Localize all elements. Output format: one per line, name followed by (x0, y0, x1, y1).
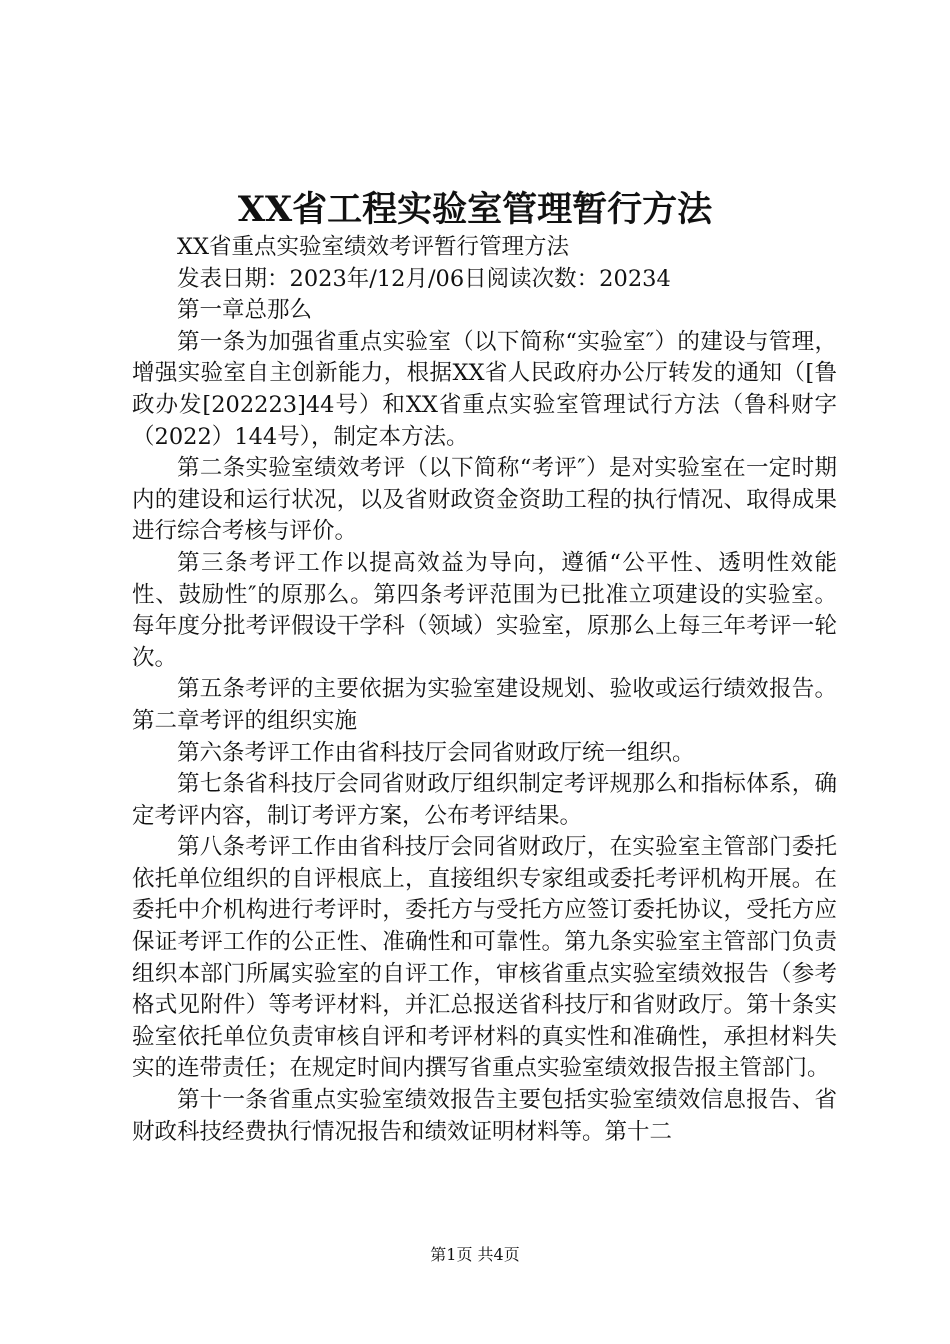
document-title: XX省工程实验室管理暂行方法 (237, 189, 713, 230)
paragraph-subtitle: XX省重点实验室绩效考评暂行管理方法 (177, 234, 570, 260)
paragraph-chapter-heading: 第一章总那么 (177, 297, 313, 324)
paragraph-article-1: 第一条为加强省重点实验室（以下简称“实验室″）的建设与管理，增强实验室自主创新能力，根据XX省人民政府办公厅转发的通知（[鲁政办发[202223]44号）和XX省重点实验室管理试行方法（鲁科财字（2022）144号），制定本方法。 (132, 328, 837, 450)
document-body (132, 232, 837, 1148)
paragraph-article-2: 第二条实验室绩效考评（以下简称“考评″）是对实验室在一定时期内的建设和运行状况，以及省财政资金资助工程的执行情况、取得成果进行综合考核与评价。 (132, 455, 837, 545)
paragraph-article-3-4: 第三条考评工作以提高效益为导向，遵循“公平性、透明性效能性、鼓励性″的原那么。第四条考评范围为已批准立项建设的实验室。每年度分批考评假设干学科（领域）实验室，原那么上每三年考评一轮次。 (132, 549, 837, 671)
paragraph-article-7: 第七条省科技厅会同省财政厅组织制定考评规那么和指标体系，确定考评内容，制订考评方案，公布考评结果。 (132, 771, 837, 829)
page-footer: 第1页 共4页 (430, 1245, 520, 1264)
paragraph-article-6: 第六条考评工作由省科技厅会同省财政厅统一组织。 (177, 739, 695, 766)
paragraph-article-5: 第五条考评的主要依据为实验室建设规划、验收或运行绩效报告。第二章考评的组织实施 (132, 676, 837, 734)
paragraph-article-11: 第十一条省重点实验室绩效报告主要包括实验室绩效信息报告、省财政科技经费执行情况报告和绩效证明材料等。第十二 (132, 1087, 837, 1145)
paragraph-publish-info: 发表日期：2023年/12月/06日阅读次数：20234 (177, 265, 671, 292)
paragraph-article-8-10: 第八条考评工作由省科技厅会同省财政厅，在实验室主管部门委托依托单位组织的自评根底上，直接组织专家组或委托考评机构开展。在委托中介机构进行考评时，委托方与受托方应签订委托协议，受托方应保证考评工作的公正性、准确性和可靠性。第九条实验室主管部门负责组织本部门所属实验室的自评工作，审核省重点实验室绩效报告（参考格式见附件）等考评材料，并汇总报送省科技厅和省财政厅。第十条实验室依托单位负责审核自评和考评材料的真实性和准确性，承担材料失实的连带责任；在规定时间内撰写省重点实验室绩效报告报主管部门。 (132, 834, 837, 1082)
